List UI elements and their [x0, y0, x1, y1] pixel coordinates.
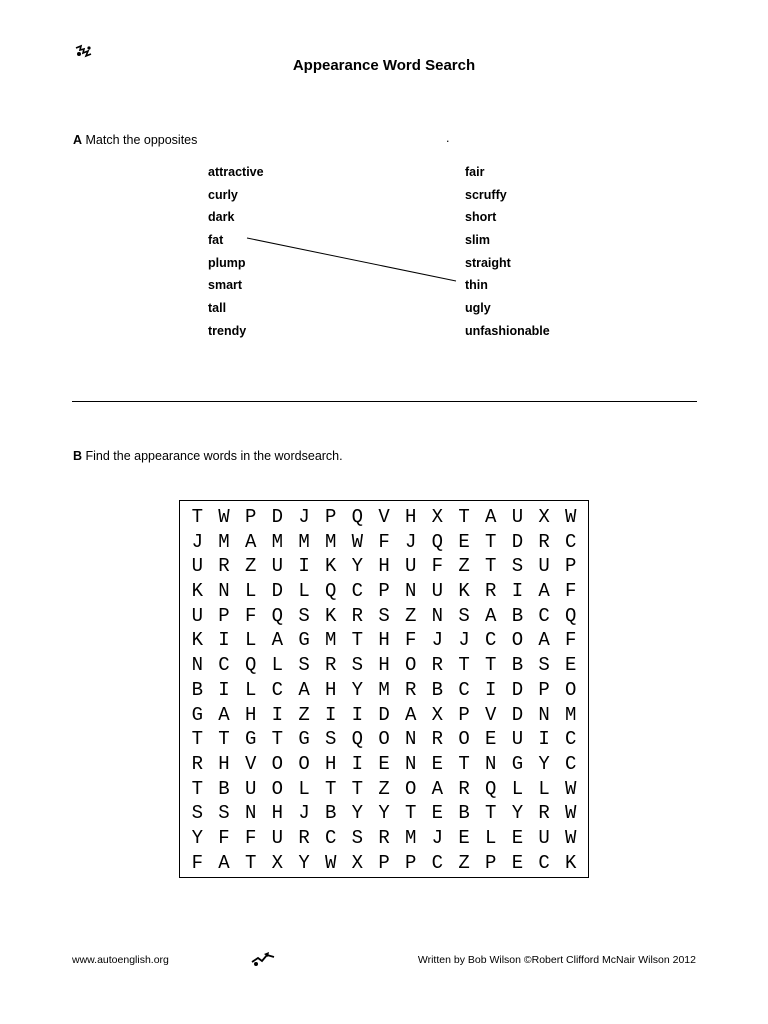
grid-letter: O	[458, 728, 470, 751]
grid-letter: S	[298, 654, 310, 677]
grid-letter: H	[244, 703, 257, 726]
grid-letter: H	[324, 678, 337, 701]
grid-letter: N	[431, 604, 444, 627]
grid-letter: R	[191, 752, 204, 775]
grid-letter: C	[485, 629, 497, 652]
grid-letter: I	[218, 629, 230, 652]
footer-website: www.autoenglish.org	[72, 954, 169, 966]
grid-letter: B	[511, 604, 524, 627]
grid-letter: C	[538, 851, 550, 874]
grid-letter: Y	[298, 851, 310, 874]
grid-letter: Z	[378, 777, 390, 800]
grid-letter: R	[538, 802, 550, 825]
grid-letter: S	[511, 555, 524, 578]
grid-letter: I	[538, 728, 550, 751]
grid-letter: Q	[244, 654, 257, 677]
grid-letter: J	[191, 530, 204, 553]
grid-letter: F	[431, 555, 444, 578]
grid-letter: D	[271, 580, 284, 603]
grid-letter: O	[271, 777, 284, 800]
grid-letter: L	[298, 580, 310, 603]
grid-letter: B	[218, 777, 230, 800]
grid-letter: X	[351, 851, 364, 874]
left-word: smart	[208, 278, 243, 293]
grid-letter: R	[351, 604, 364, 627]
grid-letter: T	[458, 752, 470, 775]
footer-credit: Written by Bob Wilson ©Robert Clifford McNair Wilson 2012	[417, 954, 696, 966]
grid-letter: K	[324, 604, 337, 627]
grid-letter: F	[565, 629, 577, 652]
grid-letter: H	[271, 802, 284, 825]
grid-letter: U	[191, 604, 204, 627]
grid-letter: C	[271, 678, 284, 701]
grid-letter: Z	[298, 703, 310, 726]
page-title: Appearance Word Search	[292, 57, 476, 74]
grid-letter: S	[378, 604, 390, 627]
grid-letter: H	[378, 555, 390, 578]
grid-row	[184, 506, 584, 531]
grid-letter: T	[191, 728, 204, 751]
grid-letter: P	[218, 604, 230, 627]
grid-letter: Y	[351, 678, 364, 701]
left-word: fat	[208, 233, 224, 248]
grid-letter: D	[511, 678, 524, 701]
grid-letter: T	[405, 802, 417, 825]
grid-letter: N	[538, 703, 550, 726]
grid-letter: U	[271, 555, 284, 578]
grid-letter: Q	[565, 604, 577, 627]
right-word: unfashionable	[465, 323, 550, 338]
grid-letter: X	[271, 851, 284, 874]
grid-letter: Y	[511, 802, 524, 825]
right-word: fair	[465, 165, 485, 179]
right-word: short	[465, 210, 497, 225]
grid-row	[184, 654, 584, 679]
grid-letter: L	[244, 678, 257, 701]
grid-letter: V	[378, 506, 390, 528]
grid-letter: Q	[485, 777, 497, 800]
grid-letter: T	[485, 555, 497, 578]
grid-letter: N	[218, 580, 230, 603]
grid-letter: S	[298, 604, 310, 627]
autoenglish-logo-icon	[250, 950, 276, 968]
grid-letter: L	[298, 777, 310, 800]
section-b-heading	[73, 449, 343, 463]
grid-letter: V	[244, 752, 257, 775]
grid-letter: Z	[405, 604, 417, 627]
grid-letter: R	[431, 728, 444, 751]
grid-letter: M	[565, 703, 577, 726]
grid-letter: E	[458, 826, 470, 849]
grid-letter: P	[378, 580, 390, 603]
grid-letter: D	[511, 703, 524, 726]
grid-row	[184, 753, 584, 778]
grid-letter: A	[298, 678, 310, 701]
grid-letter: T	[485, 802, 497, 825]
grid-letter: H	[405, 506, 417, 528]
grid-row	[184, 605, 584, 630]
left-word: plump	[208, 255, 246, 270]
grid-letter: M	[378, 678, 390, 701]
grid-letter: B	[511, 654, 524, 677]
grid-letter: M	[324, 530, 337, 553]
right-word: ugly	[465, 301, 491, 316]
grid-letter: C	[458, 678, 470, 701]
grid-letter: X	[538, 506, 550, 528]
grid-letter: A	[218, 851, 230, 874]
grid-letter: C	[431, 851, 444, 874]
grid-letter: T	[244, 851, 257, 874]
grid-letter: U	[191, 555, 204, 578]
grid-row	[184, 802, 584, 827]
grid-letter: T	[271, 728, 284, 751]
grid-letter: E	[378, 752, 390, 775]
grid-row	[184, 679, 584, 704]
grid-letter: L	[511, 777, 524, 800]
grid-letter: F	[244, 826, 257, 849]
grid-letter: S	[218, 802, 230, 825]
grid-letter: H	[378, 629, 390, 652]
grid-letter: D	[378, 703, 390, 726]
grid-letter: H	[378, 654, 390, 677]
section-a-instruction: Match the opposites	[85, 133, 198, 147]
grid-letter: L	[244, 629, 257, 652]
grid-letter: N	[485, 752, 497, 775]
grid-letter: S	[324, 728, 337, 751]
grid-letter: R	[431, 654, 444, 677]
grid-letter: P	[405, 851, 417, 874]
grid-letter: T	[351, 777, 364, 800]
grid-letter: R	[538, 530, 550, 553]
grid-row	[184, 728, 584, 753]
grid-letter: N	[244, 802, 257, 825]
grid-letter: Q	[351, 506, 364, 528]
grid-letter: X	[431, 506, 444, 528]
grid-letter: Z	[458, 851, 470, 874]
grid-letter: C	[565, 530, 577, 553]
grid-row	[184, 555, 584, 580]
grid-letter: E	[431, 802, 444, 825]
grid-letter: P	[324, 506, 337, 528]
grid-letter: O	[298, 752, 310, 775]
grid-letter: I	[324, 703, 337, 726]
grid-letter: T	[218, 728, 230, 751]
grid-letter: U	[271, 826, 284, 849]
grid-letter: W	[565, 802, 577, 825]
left-word: tall	[208, 301, 227, 316]
grid-letter: A	[405, 703, 417, 726]
grid-letter: O	[511, 629, 524, 652]
grid-letter: Y	[351, 802, 364, 825]
grid-letter: A	[485, 506, 497, 528]
grid-letter: Y	[538, 752, 550, 775]
grid-letter: H	[324, 752, 337, 775]
grid-letter: R	[458, 777, 470, 800]
grid-letter: F	[565, 580, 577, 603]
grid-letter: N	[405, 580, 417, 603]
grid-letter: M	[405, 826, 417, 849]
grid-letter: P	[485, 851, 497, 874]
right-word: straight	[465, 255, 511, 270]
grid-letter: A	[271, 629, 284, 652]
grid-letter: I	[218, 678, 230, 701]
grid-letter: B	[431, 678, 444, 701]
grid-letter: G	[511, 752, 524, 775]
grid-letter: I	[298, 555, 310, 578]
grid-letter: D	[271, 506, 284, 528]
grid-letter: W	[351, 530, 364, 553]
grid-letter: U	[431, 580, 444, 603]
grid-letter: T	[191, 506, 204, 528]
section-b-letter: B	[73, 449, 83, 463]
grid-row	[184, 704, 584, 729]
grid-letter: K	[191, 580, 204, 603]
grid-letter: W	[218, 506, 230, 528]
section-divider	[72, 401, 697, 402]
grid-letter: J	[405, 530, 417, 553]
grid-letter: I	[271, 703, 284, 726]
grid-letter: Q	[351, 728, 364, 751]
grid-letter: A	[431, 777, 444, 800]
grid-letter: T	[458, 506, 470, 528]
grid-letter: G	[244, 728, 257, 751]
grid-letter: E	[458, 530, 470, 553]
grid-letter: T	[485, 654, 497, 677]
grid-letter: O	[405, 654, 417, 677]
grid-letter: Y	[191, 826, 204, 849]
grid-letter: V	[485, 703, 497, 726]
grid-letter: B	[458, 802, 470, 825]
right-word: thin	[465, 278, 488, 293]
grid-letter: S	[458, 604, 470, 627]
grid-letter: O	[378, 728, 390, 751]
grid-letter: C	[218, 654, 230, 677]
grid-letter: C	[538, 604, 550, 627]
right-word: scruffy	[465, 187, 507, 202]
grid-letter: S	[351, 654, 364, 677]
grid-letter: Y	[351, 555, 364, 578]
grid-letter: A	[244, 530, 257, 553]
grid-letter: X	[431, 703, 444, 726]
grid-letter: E	[511, 851, 524, 874]
grid-letter: H	[218, 752, 230, 775]
grid-letter: R	[218, 555, 230, 578]
grid-letter: R	[405, 678, 417, 701]
grid-letter: F	[191, 851, 204, 874]
grid-letter: J	[298, 506, 310, 528]
grid-row	[184, 827, 584, 852]
left-word: dark	[208, 210, 235, 225]
grid-letter: P	[565, 555, 577, 578]
grid-letter: U	[511, 506, 524, 528]
grid-letter: Q	[431, 530, 444, 553]
grid-letter: P	[378, 851, 390, 874]
grid-letter: U	[538, 826, 550, 849]
grid-letter: C	[565, 728, 577, 751]
grid-letter: D	[511, 530, 524, 553]
grid-letter: L	[538, 777, 550, 800]
grid-letter: J	[298, 802, 310, 825]
grid-letter: U	[511, 728, 524, 751]
grid-letter: Z	[458, 555, 470, 578]
right-word: slim	[465, 233, 491, 248]
grid-letter: T	[191, 777, 204, 800]
grid-letter: U	[538, 555, 550, 578]
grid-letter: C	[565, 752, 577, 775]
grid-letter: I	[351, 703, 364, 726]
grid-letter: G	[298, 629, 310, 652]
left-word: curly	[208, 187, 238, 202]
grid-letter: R	[298, 826, 310, 849]
grid-letter: R	[324, 654, 337, 677]
grid-letter: B	[191, 678, 204, 701]
grid-letter: U	[244, 777, 257, 800]
grid-letter: N	[405, 752, 417, 775]
grid-letter: S	[191, 802, 204, 825]
grid-letter: Q	[324, 580, 337, 603]
section-a-letter: A	[73, 133, 83, 147]
grid-letter: Q	[271, 604, 284, 627]
grid-row	[184, 778, 584, 803]
left-word: trendy	[208, 323, 247, 338]
grid-letter: L	[271, 654, 284, 677]
grid-letter: K	[565, 851, 577, 874]
grid-letter: E	[485, 728, 497, 751]
grid-letter: O	[271, 752, 284, 775]
grid-letter: W	[565, 506, 577, 528]
grid-letter: J	[458, 629, 470, 652]
grid-letter: O	[405, 777, 417, 800]
grid-letter: M	[218, 530, 230, 553]
grid-letter: I	[351, 752, 364, 775]
grid-letter: T	[458, 654, 470, 677]
grid-letter: K	[458, 580, 470, 603]
grid-letter: P	[458, 703, 470, 726]
grid-letter: G	[298, 728, 310, 751]
grid-letter: M	[298, 530, 310, 553]
grid-row	[184, 531, 584, 556]
grid-letter: N	[191, 654, 204, 677]
grid-letter: L	[485, 826, 497, 849]
grid-letter: U	[405, 555, 417, 578]
grid-letter: J	[431, 629, 444, 652]
grid-letter: T	[324, 777, 337, 800]
grid-letter: F	[218, 826, 230, 849]
grid-letter: P	[244, 506, 257, 528]
grid-letter: F	[244, 604, 257, 627]
grid-letter: Z	[244, 555, 257, 578]
grid-row	[184, 629, 584, 654]
grid-letter: K	[324, 555, 337, 578]
grid-letter: W	[565, 826, 577, 849]
grid-letter: L	[244, 580, 257, 603]
grid-letter: S	[351, 826, 364, 849]
grid-letter: O	[565, 678, 577, 701]
grid-letter: M	[324, 629, 337, 652]
word-search-grid	[179, 500, 589, 878]
grid-letter: W	[324, 851, 337, 874]
grid-letter: A	[485, 604, 497, 627]
grid-letter: K	[191, 629, 204, 652]
grid-letter: A	[538, 629, 550, 652]
section-b-instruction: Find the appearance words in the wordsearch.	[85, 449, 343, 463]
grid-letter: C	[324, 826, 337, 849]
grid-letter: G	[191, 703, 204, 726]
grid-letter: A	[218, 703, 230, 726]
grid-letter: R	[485, 580, 497, 603]
grid-letter: T	[485, 530, 497, 553]
grid-letter: F	[405, 629, 417, 652]
grid-letter: E	[511, 826, 524, 849]
grid-letter: B	[324, 802, 337, 825]
grid-row	[184, 852, 584, 877]
grid-letter: A	[538, 580, 550, 603]
grid-letter: W	[565, 777, 577, 800]
grid-letter: I	[485, 678, 497, 701]
grid-row	[184, 580, 584, 605]
grid-letter: S	[538, 654, 550, 677]
grid-letter: E	[431, 752, 444, 775]
stray-dot: .	[446, 131, 450, 145]
grid-letter: C	[351, 580, 364, 603]
grid-letter: F	[378, 530, 390, 553]
grid-letter: E	[565, 654, 577, 677]
grid-letter: T	[351, 629, 364, 652]
grid-letter: J	[431, 826, 444, 849]
grid-letter: R	[378, 826, 390, 849]
grid-letter: M	[271, 530, 284, 553]
grid-letter: N	[405, 728, 417, 751]
grid-letter: Y	[378, 802, 390, 825]
left-word: attractive	[208, 165, 264, 179]
grid-letter: P	[538, 678, 550, 701]
grid-letter: I	[511, 580, 524, 603]
